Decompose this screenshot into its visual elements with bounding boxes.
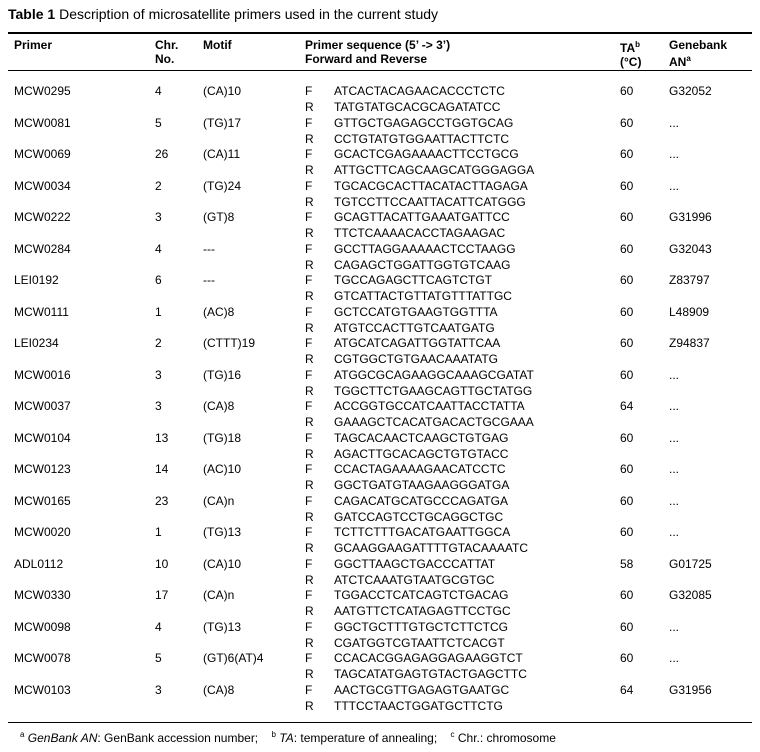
forward-sequence-cell: GTTGCTGAGAGCCTGGTGCAG: [334, 115, 514, 130]
motif-cell: (GT)8: [203, 210, 235, 224]
reverse-strand-label: R: [305, 163, 314, 177]
reverse-sequence-cell: CAGAGCTGGATTGGTGTCAAG: [334, 257, 511, 272]
forward-strand-label: F: [305, 367, 313, 382]
motif-cell: ---: [203, 273, 215, 287]
annealing-temp-cell: 60: [620, 178, 634, 193]
reverse-strand-label: R: [305, 415, 314, 429]
forward-strand-label: F: [305, 430, 313, 445]
forward-sequence-cell: CCACACGGAGAGGAGAAGGTCT: [334, 651, 523, 665]
forward-strand-label: F: [305, 84, 313, 98]
reverse-strand-label: R: [305, 604, 314, 618]
reverse-strand-label: R: [305, 541, 314, 555]
reverse-sequence-cell: TTTCCTAACTGGATGCTTCTG: [334, 698, 503, 713]
genebank-cell: L48909: [669, 304, 710, 319]
reverse-sequence-cell: ATTGCTTCAGCAAGCATGGGAGGA: [334, 163, 535, 177]
chromosome-cell: 17: [155, 588, 169, 602]
chromosome-cell: 4: [155, 241, 162, 256]
annealing-temp-cell: 60: [620, 210, 634, 224]
reverse-sequence-cell: TTCTCAAAACACCTAGAAGAC: [334, 226, 506, 240]
table-row: [0, 335, 760, 367]
motif-cell: (TG)13: [203, 525, 242, 539]
genebank-cell: ...: [669, 493, 680, 508]
bottom-rule: [8, 722, 752, 723]
forward-sequence-cell: TGCACGCACTTACATACTTAGAGA: [334, 178, 528, 193]
forward-sequence-cell: AACTGCGTTGAGAGTGAATGC: [334, 682, 510, 697]
genebank-cell: ...: [669, 430, 680, 445]
motif-cell: (TG)17: [203, 115, 242, 130]
forward-strand-label: F: [305, 304, 313, 319]
annealing-temp-cell: 60: [620, 273, 634, 287]
forward-strand-label: F: [305, 210, 313, 224]
annealing-temp-cell: 60: [620, 588, 634, 602]
reverse-sequence-cell: GATCCAGTCCTGCAGGCTGC: [334, 509, 504, 524]
forward-sequence-cell: ATGCATCAGATTGGTATTCAA: [334, 336, 501, 350]
annealing-temp-cell: 60: [620, 241, 634, 256]
reverse-strand-label: R: [305, 635, 314, 650]
table-row: [0, 556, 760, 588]
table-row: [0, 83, 760, 115]
genebank-cell: Z94837: [669, 336, 710, 350]
genebank-cell: G32052: [669, 84, 712, 98]
table-row: [0, 524, 760, 556]
table-row: [0, 398, 760, 430]
table-row: [0, 650, 760, 682]
genebank-cell: Z83797: [669, 273, 710, 287]
table-row: [0, 367, 760, 399]
primer-cell: MCW0020: [14, 525, 71, 539]
motif-cell: (AC)8: [203, 304, 235, 319]
motif-cell: (TG)16: [203, 367, 242, 382]
chromosome-cell: 2: [155, 178, 162, 193]
reverse-sequence-cell: GAAAGCTCACATGACACTGCGAAA: [334, 415, 534, 429]
reverse-sequence-cell: AATGTTCTCATAGAGTTCCTGC: [334, 604, 511, 618]
genebank-cell: ...: [669, 619, 680, 634]
table-row: [0, 619, 760, 651]
chromosome-cell: 6: [155, 273, 162, 287]
primer-cell: LEI0234: [14, 336, 59, 350]
primer-cell: MCW0330: [14, 588, 71, 602]
primer-cell: MCW0078: [14, 651, 71, 665]
reverse-strand-label: R: [305, 131, 314, 146]
motif-cell: (AC)10: [203, 462, 242, 476]
primer-cell: MCW0103: [14, 682, 71, 697]
table-row: [0, 272, 760, 304]
chromosome-cell: 26: [155, 147, 169, 161]
reverse-strand-label: R: [305, 226, 314, 240]
chromosome-cell: 3: [155, 682, 162, 697]
forward-strand-label: F: [305, 682, 313, 697]
chromosome-cell: 2: [155, 336, 162, 350]
forward-sequence-cell: CCACTAGAAAAGAACATCCTC: [334, 462, 506, 476]
genebank-cell: ...: [669, 525, 680, 539]
annealing-temp-cell: 60: [620, 336, 634, 350]
table-label: Table 1: [8, 6, 56, 22]
reverse-sequence-cell: CGATGGTCGTAATTCTCACGT: [334, 635, 505, 650]
forward-strand-label: F: [305, 493, 313, 508]
chromosome-cell: 23: [155, 493, 169, 508]
motif-cell: (CA)11: [203, 147, 241, 161]
header-chr: Chr. No.: [155, 38, 179, 66]
genebank-cell: G31996: [669, 210, 712, 224]
motif-cell: ---: [203, 241, 215, 256]
header-motif: Motif: [203, 38, 232, 52]
primer-cell: MCW0123: [14, 462, 71, 476]
forward-strand-label: F: [305, 178, 313, 193]
genebank-cell: ...: [669, 147, 680, 161]
primer-cell: MCW0081: [14, 115, 71, 130]
reverse-strand-label: R: [305, 289, 314, 303]
table-row: [0, 304, 760, 336]
primer-cell: MCW0034: [14, 178, 71, 193]
table-row: [0, 209, 760, 241]
forward-strand-label: F: [305, 147, 313, 161]
forward-sequence-cell: ATCACTACAGAACACCCTCTC: [334, 84, 505, 98]
chromosome-cell: 1: [155, 304, 162, 319]
forward-sequence-cell: ATGGCGCAGAAGGCAAAGCGATAT: [334, 367, 534, 382]
annealing-temp-cell: 64: [620, 399, 634, 413]
chromosome-cell: 14: [155, 462, 169, 476]
primer-cell: MCW0104: [14, 430, 71, 445]
table-row: [0, 493, 760, 525]
genebank-cell: G31956: [669, 682, 712, 697]
motif-cell: (TG)18: [203, 430, 242, 445]
reverse-strand-label: R: [305, 698, 314, 713]
genebank-cell: ...: [669, 651, 680, 665]
annealing-temp-cell: 60: [620, 430, 634, 445]
forward-sequence-cell: GCTCCATGTGAAGTGGTTTA: [334, 304, 498, 319]
annealing-temp-cell: 60: [620, 115, 634, 130]
reverse-sequence-cell: AGACTTGCACAGCTGTGTACC: [334, 446, 509, 461]
top-rule: [8, 32, 752, 34]
primer-cell: MCW0098: [14, 619, 71, 634]
motif-cell: (CA)n: [203, 493, 235, 508]
forward-strand-label: F: [305, 462, 313, 476]
header-genebank: Genebank $AN^a$: [669, 38, 728, 69]
reverse-strand-label: R: [305, 446, 314, 461]
annealing-temp-cell: 60: [620, 525, 634, 539]
chromosome-cell: 1: [155, 525, 162, 539]
header-ta: $TA^b$ (°C): [620, 40, 642, 69]
annealing-temp-cell: 60: [620, 493, 634, 508]
table-row: [0, 146, 760, 178]
forward-strand-label: F: [305, 651, 313, 665]
primer-cell: MCW0295: [14, 84, 71, 98]
primer-cell: LEI0192: [14, 273, 59, 287]
reverse-sequence-cell: ATGTCCACTTGTCAATGATG: [334, 320, 495, 335]
chromosome-cell: 4: [155, 84, 162, 98]
reverse-sequence-cell: TATGTATGCACGCAGATATCC: [334, 100, 501, 114]
forward-strand-label: F: [305, 115, 313, 130]
genebank-cell: ...: [669, 115, 680, 130]
reverse-sequence-cell: CGTGGCTGTGAACAAATATG: [334, 352, 499, 366]
primer-cell: MCW0016: [14, 367, 71, 382]
genebank-cell: ...: [669, 178, 680, 193]
motif-cell: (GT)6(AT)4: [203, 651, 264, 665]
table-footnote: $^a$ GenBank AN: GenBank accession number; $^b$ TA: temperature of annealing; $^c$ Chr.: chromosome: [20, 730, 556, 745]
annealing-temp-cell: 64: [620, 682, 634, 697]
reverse-sequence-cell: GCAAGGAAGATTTTGTACAAAATC: [334, 541, 529, 555]
forward-sequence-cell: GGCTTAAGCTGACCCATTAT: [334, 556, 496, 571]
primer-cell: MCW0222: [14, 210, 71, 224]
table-row: [0, 241, 760, 273]
reverse-sequence-cell: TGGCTTCTGAAGCAGTTGCTATGG: [334, 383, 533, 398]
genebank-cell: G32085: [669, 588, 712, 602]
forward-strand-label: F: [305, 525, 313, 539]
forward-strand-label: F: [305, 619, 313, 634]
table-title: Description of microsatellite primers used in the current study: [55, 6, 439, 22]
primer-cell: MCW0111: [14, 304, 69, 319]
forward-sequence-cell: TCTTCTTTGACATGAATTGGCA: [334, 525, 511, 539]
reverse-sequence-cell: GTCATTACTGTTATGTTTATTGC: [334, 289, 512, 303]
chromosome-cell: 3: [155, 210, 162, 224]
motif-cell: (CA)8: [203, 399, 235, 413]
forward-strand-label: F: [305, 556, 313, 571]
genebank-cell: G32043: [669, 241, 712, 256]
header-rule: [8, 70, 752, 71]
forward-strand-label: F: [305, 588, 313, 602]
annealing-temp-cell: 60: [620, 147, 634, 161]
reverse-sequence-cell: TGTCCTTCCAATTACATTCATGGG: [334, 194, 526, 209]
forward-sequence-cell: GCAGTTACATTGAAATGATTCC: [334, 210, 510, 224]
forward-sequence-cell: GCACTCGAGAAAACTTCCTGCG: [334, 147, 519, 161]
chromosome-cell: 5: [155, 115, 162, 130]
forward-strand-label: F: [305, 241, 313, 256]
table-row: [0, 115, 760, 147]
annealing-temp-cell: 60: [620, 304, 634, 319]
motif-cell: (CA)8: [203, 682, 235, 697]
forward-sequence-cell: GCCTTAGGAAAAACTCCTAAGG: [334, 241, 516, 256]
reverse-strand-label: R: [305, 383, 314, 398]
primer-cell: MCW0284: [14, 241, 71, 256]
annealing-temp-cell: 58: [620, 556, 634, 571]
table-row: [0, 178, 760, 210]
table-row: [0, 461, 760, 493]
primer-cell: MCW0037: [14, 399, 71, 413]
forward-sequence-cell: TAGCACAACTCAAGCTGTGAG: [334, 430, 509, 445]
annealing-temp-cell: 60: [620, 84, 634, 98]
motif-cell: (CA)10: [203, 84, 242, 98]
reverse-sequence-cell: ATCTCAAATGTAATGCGTGC: [334, 572, 495, 587]
forward-sequence-cell: GGCTGCTTTGTGCTCTTCTCG: [334, 619, 508, 634]
reverse-strand-label: R: [305, 667, 314, 681]
reverse-strand-label: R: [305, 257, 314, 272]
table-row: [0, 430, 760, 462]
motif-cell: (TG)24: [203, 178, 242, 193]
primer-cell: ADL0112: [14, 556, 64, 571]
reverse-sequence-cell: CCTGTATGTGGAATTACTTCTC: [334, 131, 510, 146]
forward-strand-label: F: [305, 399, 313, 413]
forward-sequence-cell: TGGACCTCATCAGTCTGACAG: [334, 588, 509, 602]
table-row: [0, 682, 760, 714]
header-primer: Primer: [14, 38, 53, 52]
forward-sequence-cell: TGCCAGAGCTTCAGTCTGT: [334, 273, 492, 287]
reverse-sequence-cell: TAGCATATGAGTGTACTGAGCTTC: [334, 667, 527, 681]
motif-cell: (CA)10: [203, 556, 242, 571]
motif-cell: (TG)13: [203, 619, 242, 634]
motif-cell: (CA)n: [203, 588, 235, 602]
genebank-cell: ...: [669, 367, 680, 382]
primer-cell: MCW0069: [14, 147, 71, 161]
reverse-strand-label: R: [305, 194, 314, 209]
forward-strand-label: F: [305, 273, 313, 287]
chromosome-cell: 10: [155, 556, 169, 571]
chromosome-cell: 3: [155, 367, 162, 382]
chromosome-cell: 13: [155, 430, 169, 445]
genebank-cell: ...: [669, 462, 680, 476]
annealing-temp-cell: 60: [620, 462, 634, 476]
reverse-strand-label: R: [305, 100, 314, 114]
annealing-temp-cell: 60: [620, 651, 634, 665]
annealing-temp-cell: 60: [620, 367, 634, 382]
chromosome-cell: 5: [155, 651, 162, 665]
reverse-strand-label: R: [305, 352, 314, 366]
forward-strand-label: F: [305, 336, 313, 350]
chromosome-cell: 4: [155, 619, 162, 634]
reverse-sequence-cell: GGCTGATGTAAGAAGGGATGA: [334, 478, 510, 492]
reverse-strand-label: R: [305, 572, 314, 587]
reverse-strand-label: R: [305, 478, 314, 492]
motif-cell: (CTTT)19: [203, 336, 255, 350]
reverse-strand-label: R: [305, 320, 314, 335]
table-caption: [8, 6, 438, 22]
table-row: [0, 587, 760, 619]
forward-sequence-cell: ACCGGTGCCATCAATTACCTATTA: [334, 399, 525, 413]
chromosome-cell: 3: [155, 399, 162, 413]
genebank-cell: ...: [669, 399, 680, 413]
annealing-temp-cell: 60: [620, 619, 634, 634]
genebank-cell: G01725: [669, 556, 712, 571]
primer-cell: MCW0165: [14, 493, 71, 508]
header-sequence: Primer sequence (5’ -> 3’) Forward and Reverse: [305, 38, 451, 66]
reverse-strand-label: R: [305, 509, 314, 524]
forward-sequence-cell: CAGACATGCATGCCCAGATGA: [334, 493, 509, 508]
